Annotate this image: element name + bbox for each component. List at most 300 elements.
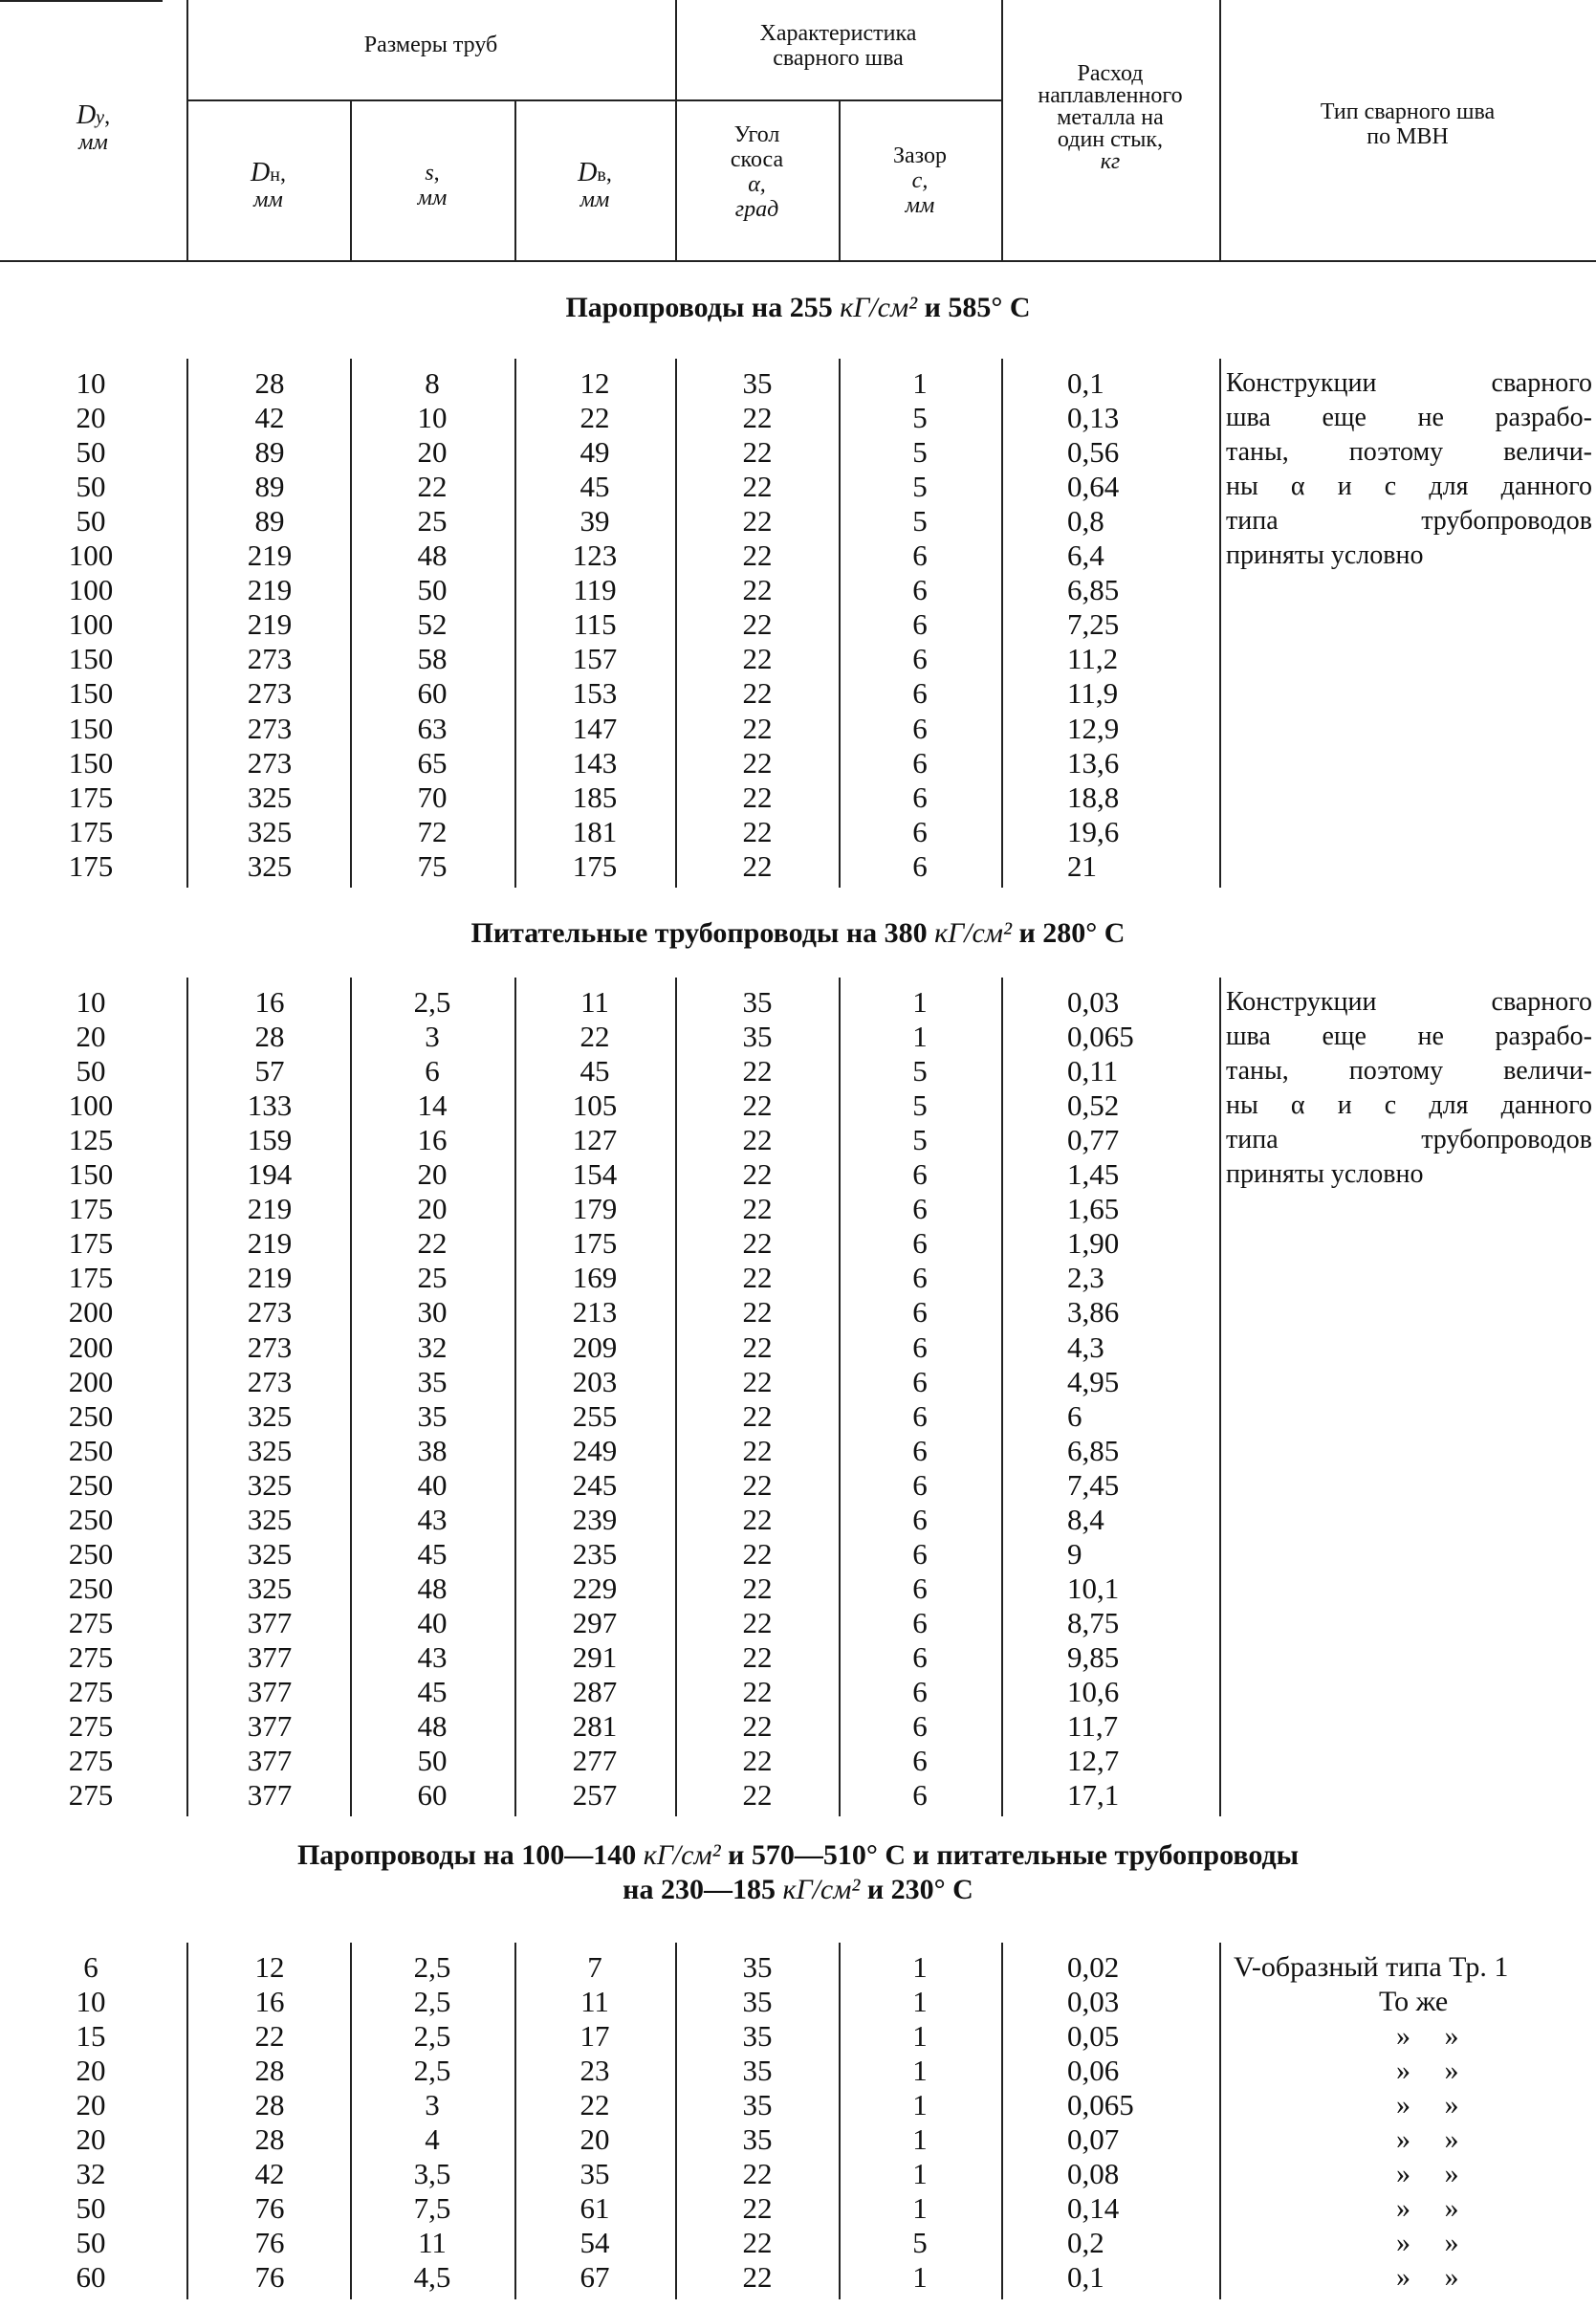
table-cell: 52: [417, 607, 448, 642]
table-cell: 287: [572, 1675, 618, 1708]
table-cell: 3,5: [413, 2157, 451, 2191]
table-cell: 0,08: [1067, 2157, 1120, 2191]
header-bottom-rule: [0, 260, 1596, 262]
table-cell: 6: [912, 1330, 928, 1364]
table-cell: 30: [417, 1295, 448, 1330]
table-cell: 275: [68, 1744, 114, 1778]
table-cell: 22: [742, 470, 773, 504]
table-cell: 48: [417, 1571, 448, 1605]
table-cell: 6: [912, 1536, 928, 1571]
table-cell: 11: [418, 2226, 447, 2260]
table-cell: 22: [742, 1639, 773, 1674]
table-cell: 6: [912, 1433, 928, 1467]
table-cell: 35: [742, 985, 773, 1019]
table-cell: 6,85: [1067, 1433, 1120, 1467]
table-cell: 22: [254, 2019, 285, 2054]
table-cell: 219: [247, 1261, 293, 1295]
table-cell: 63: [417, 711, 448, 745]
table-cell: 6: [912, 745, 928, 780]
table-cell: 6: [912, 607, 928, 642]
table-cell: 45: [579, 1054, 610, 1088]
section-title-text: Паропроводы на 100—140: [296, 1839, 644, 1871]
table-cell: 250: [68, 1433, 114, 1467]
note-line: шва еще не разрабо-: [1226, 1022, 1592, 1051]
table-cell: 0,14: [1067, 2191, 1120, 2226]
table-cell: 22: [742, 1571, 773, 1605]
table-cell: 325: [247, 1502, 293, 1536]
section-title-unit: кГ/см²: [840, 292, 918, 323]
table-cell: 7,45: [1067, 1467, 1120, 1502]
header-dn: Dн, мм: [251, 158, 286, 212]
table-cell: 22: [742, 401, 773, 435]
column-rule: [186, 1943, 188, 2299]
table-cell: 150: [68, 642, 114, 676]
table-cell: 277: [572, 1744, 618, 1778]
table-cell: 219: [247, 1226, 293, 1261]
table-cell: 43: [417, 1639, 448, 1674]
table-cell: 25: [417, 504, 448, 539]
note-line: ны α и с для данного: [1226, 472, 1592, 501]
table-cell: 5: [912, 470, 928, 504]
note-line: таны, поэтому величи-: [1226, 437, 1592, 467]
table-cell: 175: [68, 780, 114, 814]
section-title2-tail: и 230° С: [860, 1874, 973, 1905]
table-cell: 76: [254, 2260, 285, 2295]
table-cell: 22: [742, 1709, 773, 1744]
table-cell: 18,8: [1067, 780, 1120, 814]
table-cell: 0,2: [1067, 2226, 1104, 2260]
table-cell: 35: [742, 1020, 773, 1054]
table-cell: 0,1: [1067, 2260, 1104, 2295]
table-cell: 377: [247, 1605, 293, 1639]
header-dy: Dу, мм: [76, 100, 111, 155]
table-cell: 14: [417, 1088, 448, 1123]
table-cell: 35: [742, 1985, 773, 2019]
table-cell: 377: [247, 1709, 293, 1744]
column-rule: [514, 978, 516, 1816]
table-cell: 48: [417, 539, 448, 573]
table-cell: 22: [742, 2260, 773, 2295]
column-rule: [514, 359, 516, 888]
table-cell: 50: [76, 1054, 106, 1088]
table-cell: 54: [579, 2226, 610, 2260]
table-cell: 6: [912, 1778, 928, 1813]
column-rule: [675, 1943, 677, 2299]
table-cell: 6: [912, 1605, 928, 1639]
table-cell: 65: [417, 745, 448, 780]
table-cell: 5: [912, 2226, 928, 2260]
table-cell: 49: [579, 435, 610, 470]
table-cell: 250: [68, 1536, 114, 1571]
table-cell: 185: [572, 780, 618, 814]
table-cell: 35: [742, 2088, 773, 2122]
table-cell: 22: [742, 1467, 773, 1502]
weld-type-ditto: » »: [1396, 2261, 1473, 2294]
table-cell: 43: [417, 1502, 448, 1536]
table-cell: 12: [254, 1950, 285, 1984]
table-cell: 100: [68, 1088, 114, 1123]
table-cell: 75: [417, 848, 448, 883]
table-cell: 22: [742, 1502, 773, 1536]
table-cell: 22: [742, 2191, 773, 2226]
table-cell: 32: [76, 2157, 106, 2191]
note-line: таны, поэтому величи-: [1226, 1056, 1592, 1086]
weld-type-ditto: » »: [1396, 2123, 1473, 2156]
column-rule: [675, 978, 677, 1816]
note-line: шва еще не разрабо-: [1226, 403, 1592, 432]
header-metal-consumption: Расход наплавленного металла на один стык, кг: [1038, 61, 1183, 174]
table-cell: 22: [579, 401, 610, 435]
table-cell: 17: [579, 2019, 610, 2054]
table-cell: 6: [83, 1950, 98, 1984]
table-cell: 89: [254, 470, 285, 504]
table-cell: 2,3: [1067, 1261, 1104, 1295]
note-line: приняты условно: [1226, 1159, 1424, 1189]
table-cell: 61: [579, 2191, 610, 2226]
table-cell: 0,065: [1067, 2088, 1134, 2122]
table-cell: 6: [912, 780, 928, 814]
table-cell: 4: [425, 2122, 440, 2157]
table-cell: 12,7: [1067, 1744, 1120, 1778]
table-cell: 0,56: [1067, 435, 1120, 470]
table-cell: 2,5: [413, 985, 451, 1019]
table-cell: 28: [254, 366, 285, 400]
section-title-text: Паропроводы на 255: [565, 292, 841, 323]
table-cell: 150: [68, 1157, 114, 1192]
table-cell: 105: [572, 1088, 618, 1123]
table-cell: 150: [68, 745, 114, 780]
table-cell: 175: [68, 1226, 114, 1261]
table-cell: 209: [572, 1330, 618, 1364]
table-cell: 297: [572, 1605, 618, 1639]
table-cell: 219: [247, 607, 293, 642]
table-cell: 89: [254, 504, 285, 539]
table-cell: 200: [68, 1364, 114, 1398]
column-rule: [514, 1943, 516, 2299]
table-cell: 153: [572, 676, 618, 711]
table-cell: 89: [254, 435, 285, 470]
table-cell: 16: [254, 985, 285, 1019]
table-cell: 22: [742, 1398, 773, 1433]
table-cell: 20: [417, 435, 448, 470]
table-cell: 22: [579, 1020, 610, 1054]
table-cell: 255: [572, 1398, 618, 1433]
column-rule: [186, 978, 188, 1816]
table-cell: 22: [742, 1157, 773, 1192]
table-cell: 325: [247, 848, 293, 883]
table-cell: 11,9: [1067, 676, 1119, 711]
weld-type-ditto: » »: [1396, 2020, 1473, 2053]
table-cell: 0,13: [1067, 401, 1120, 435]
table-cell: 194: [247, 1157, 293, 1192]
table-cell: 35: [742, 2122, 773, 2157]
table-cell: 35: [742, 2054, 773, 2088]
table-cell: 22: [417, 1226, 448, 1261]
section-title-line2: [0, 1873, 1596, 1907]
table-cell: 0,64: [1067, 470, 1120, 504]
table-cell: 213: [572, 1295, 618, 1330]
table-cell: 6: [912, 642, 928, 676]
table-cell: 291: [572, 1639, 618, 1674]
table-cell: 6: [912, 1571, 928, 1605]
table-cell: 275: [68, 1675, 114, 1708]
table-cell: 1: [912, 2157, 928, 2191]
table-cell: 273: [247, 1295, 293, 1330]
column-rule: [350, 1943, 352, 2299]
table-cell: 20: [76, 2054, 106, 2088]
weld-type-same: То же: [1379, 1986, 1449, 2018]
table-cell: 125: [68, 1123, 114, 1157]
table-cell: 22: [742, 607, 773, 642]
table-cell: 22: [742, 539, 773, 573]
section-title-tail: и 570—510° С и питательные трубопроводы: [720, 1839, 1300, 1871]
table-cell: 57: [254, 1054, 285, 1088]
table-cell: 239: [572, 1502, 618, 1536]
column-rule: [839, 978, 841, 1816]
table-cell: 50: [76, 2226, 106, 2260]
table-cell: 20: [76, 2088, 106, 2122]
table-cell: 377: [247, 1639, 293, 1674]
table-cell: 12,9: [1067, 711, 1120, 745]
table-cell: 6: [912, 814, 928, 848]
header-subrule: [186, 99, 1001, 101]
table-cell: 50: [76, 470, 106, 504]
table-cell: 1: [912, 985, 928, 1019]
table-cell: 22: [742, 1605, 773, 1639]
table-cell: 377: [247, 1675, 293, 1708]
table-cell: 22: [742, 642, 773, 676]
table-cell: 70: [417, 780, 448, 814]
note-line: Конструкции сварного: [1226, 368, 1592, 398]
table-cell: 10,1: [1067, 1571, 1120, 1605]
table-cell: 10: [417, 401, 448, 435]
table-cell: 9,85: [1067, 1639, 1120, 1674]
table-cell: 1: [912, 2019, 928, 2054]
table-cell: 6: [912, 1398, 928, 1433]
section-title-tail: и 280° С: [1012, 917, 1126, 949]
table-cell: 100: [68, 607, 114, 642]
table-cell: 273: [247, 711, 293, 745]
table-cell: 22: [742, 1536, 773, 1571]
section-title2-text: на 230—185: [623, 1874, 783, 1905]
table-cell: 273: [247, 1364, 293, 1398]
table-cell: 6: [912, 539, 928, 573]
table-cell: 7: [587, 1950, 602, 1984]
table-cell: 119: [573, 573, 617, 607]
table-cell: 22: [742, 1364, 773, 1398]
table-cell: 32: [417, 1330, 448, 1364]
table-cell: 22: [742, 504, 773, 539]
table-cell: 175: [68, 848, 114, 883]
table-cell: 50: [76, 2191, 106, 2226]
table-cell: 23: [579, 2054, 610, 2088]
table-cell: 115: [573, 607, 617, 642]
table-cell: 10,6: [1067, 1675, 1120, 1708]
table-cell: 6: [912, 848, 928, 883]
table-cell: 22: [742, 745, 773, 780]
table-cell: 35: [417, 1364, 448, 1398]
table-cell: 6: [912, 1639, 928, 1674]
column-rule: [1219, 359, 1221, 888]
table-cell: 143: [572, 745, 618, 780]
table-cell: 4,3: [1067, 1330, 1104, 1364]
table-cell: 6: [912, 711, 928, 745]
table-cell: 0,06: [1067, 2054, 1120, 2088]
table-cell: 273: [247, 642, 293, 676]
table-cell: 169: [572, 1261, 618, 1295]
header-pipe-sizes: Размеры труб: [363, 33, 498, 57]
table-cell: 22: [742, 1675, 773, 1708]
table-cell: 35: [742, 1950, 773, 1984]
table-cell: 50: [417, 1744, 448, 1778]
table-cell: 72: [417, 814, 448, 848]
table-cell: 175: [68, 1261, 114, 1295]
table-cell: 0,02: [1067, 1950, 1120, 1984]
table-cell: 325: [247, 1467, 293, 1502]
table-cell: 133: [247, 1088, 293, 1123]
table-cell: 9: [1067, 1536, 1082, 1571]
column-rule: [1001, 359, 1003, 888]
table-cell: 22: [742, 1054, 773, 1088]
table-cell: 100: [68, 539, 114, 573]
table-cell: 229: [572, 1571, 618, 1605]
table-cell: 5: [912, 1123, 928, 1157]
weld-type-ditto: » »: [1396, 2158, 1473, 2190]
note-line: приняты условно: [1226, 540, 1424, 570]
column-rule: [1001, 1943, 1003, 2299]
table-cell: 22: [742, 1295, 773, 1330]
table-cell: 6,4: [1067, 539, 1104, 573]
table-cell: 45: [417, 1536, 448, 1571]
table-cell: 250: [68, 1398, 114, 1433]
table-cell: 275: [68, 1778, 114, 1813]
note-line: ны α и с для данного: [1226, 1090, 1592, 1120]
table-cell: 273: [247, 745, 293, 780]
table-cell: 6,85: [1067, 573, 1120, 607]
table-cell: 25: [417, 1261, 448, 1295]
table-cell: 200: [68, 1295, 114, 1330]
table-cell: 8,4: [1067, 1502, 1104, 1536]
table-cell: 0,03: [1067, 1985, 1120, 2019]
table-cell: 0,8: [1067, 504, 1104, 539]
section-title: [0, 291, 1596, 325]
table-cell: 6: [912, 1261, 928, 1295]
table-cell: 1: [912, 2122, 928, 2157]
table-cell: 325: [247, 1433, 293, 1467]
table-cell: 58: [417, 642, 448, 676]
table-cell: 1,90: [1067, 1226, 1120, 1261]
table-cell: 175: [572, 1226, 618, 1261]
table-cell: 40: [417, 1467, 448, 1502]
table-cell: 0,07: [1067, 2122, 1120, 2157]
table-cell: 35: [417, 1398, 448, 1433]
table-cell: 22: [579, 2088, 610, 2122]
table-cell: 22: [742, 1192, 773, 1226]
table-cell: 6: [912, 1192, 928, 1226]
table-cell: 22: [742, 2157, 773, 2191]
table-cell: 325: [247, 1398, 293, 1433]
table-cell: 22: [742, 2226, 773, 2260]
table-cell: 20: [417, 1192, 448, 1226]
table-cell: 2,5: [413, 1985, 451, 2019]
table-cell: 38: [417, 1433, 448, 1467]
column-rule: [839, 359, 841, 888]
note-line: Конструкции сварного: [1226, 987, 1592, 1017]
table-cell: 16: [417, 1123, 448, 1157]
header-dv: Dв, мм: [578, 158, 612, 212]
table-cell: 175: [68, 1192, 114, 1226]
table-cell: 8,75: [1067, 1605, 1120, 1639]
table-cell: 45: [417, 1675, 448, 1708]
column-rule: [1001, 978, 1003, 1816]
table-cell: 2,5: [413, 2019, 451, 2054]
table-cell: 4,5: [413, 2260, 451, 2295]
table-cell: 0,11: [1067, 1054, 1119, 1088]
table-cell: 325: [247, 1571, 293, 1605]
table-cell: 22: [742, 780, 773, 814]
table-cell: 219: [247, 573, 293, 607]
table-cell: 76: [254, 2191, 285, 2226]
table-cell: 60: [417, 1778, 448, 1813]
section-title-tail: и 585° С: [917, 292, 1031, 323]
table-cell: 45: [579, 470, 610, 504]
table-cell: 100: [68, 573, 114, 607]
table-cell: 6: [912, 1364, 928, 1398]
table-cell: 250: [68, 1467, 114, 1502]
header-bevel-angle: Угол скоса α, град: [730, 122, 784, 222]
weld-type-ditto: » »: [1396, 2055, 1473, 2087]
table-cell: 5: [912, 401, 928, 435]
column-rule: [675, 359, 677, 888]
table-cell: 7,25: [1067, 607, 1120, 642]
table-cell: 50: [76, 504, 106, 539]
table-cell: 10: [76, 1985, 106, 2019]
table-cell: 50: [417, 573, 448, 607]
table-cell: 76: [254, 2226, 285, 2260]
note-line: типа трубопроводов: [1226, 1125, 1592, 1154]
table-cell: 20: [417, 1157, 448, 1192]
section-title: [0, 1838, 1596, 1873]
table-cell: 6: [912, 676, 928, 711]
table-cell: 6: [912, 1157, 928, 1192]
table-cell: 17,1: [1067, 1778, 1120, 1813]
table-cell: 175: [572, 848, 618, 883]
table-cell: 6: [912, 1467, 928, 1502]
table-cell: 28: [254, 2122, 285, 2157]
table-cell: 6: [912, 1502, 928, 1536]
table-cell: 154: [572, 1157, 618, 1192]
table-cell: 273: [247, 1330, 293, 1364]
table-cell: 1: [912, 1950, 928, 1984]
weld-type-ditto: » »: [1396, 2192, 1473, 2225]
table-cell: 3: [425, 2088, 440, 2122]
weld-type-first: V-образный типа Тр. 1: [1234, 1951, 1509, 1983]
table-cell: 15: [76, 2019, 106, 2054]
table-cell: 28: [254, 1020, 285, 1054]
table-cell: 235: [572, 1536, 618, 1571]
section-title: [0, 916, 1596, 951]
table-cell: 22: [742, 814, 773, 848]
column-rule: [839, 1943, 841, 2299]
table-cell: 159: [247, 1123, 293, 1157]
section-title-unit: кГ/см²: [643, 1839, 721, 1871]
table-cell: 6: [912, 1675, 928, 1708]
table-cell: 0,03: [1067, 985, 1120, 1019]
table-cell: 50: [76, 435, 106, 470]
table-cell: 1: [912, 2088, 928, 2122]
table-cell: 0,05: [1067, 2019, 1120, 2054]
table-cell: 2,5: [413, 2054, 451, 2088]
